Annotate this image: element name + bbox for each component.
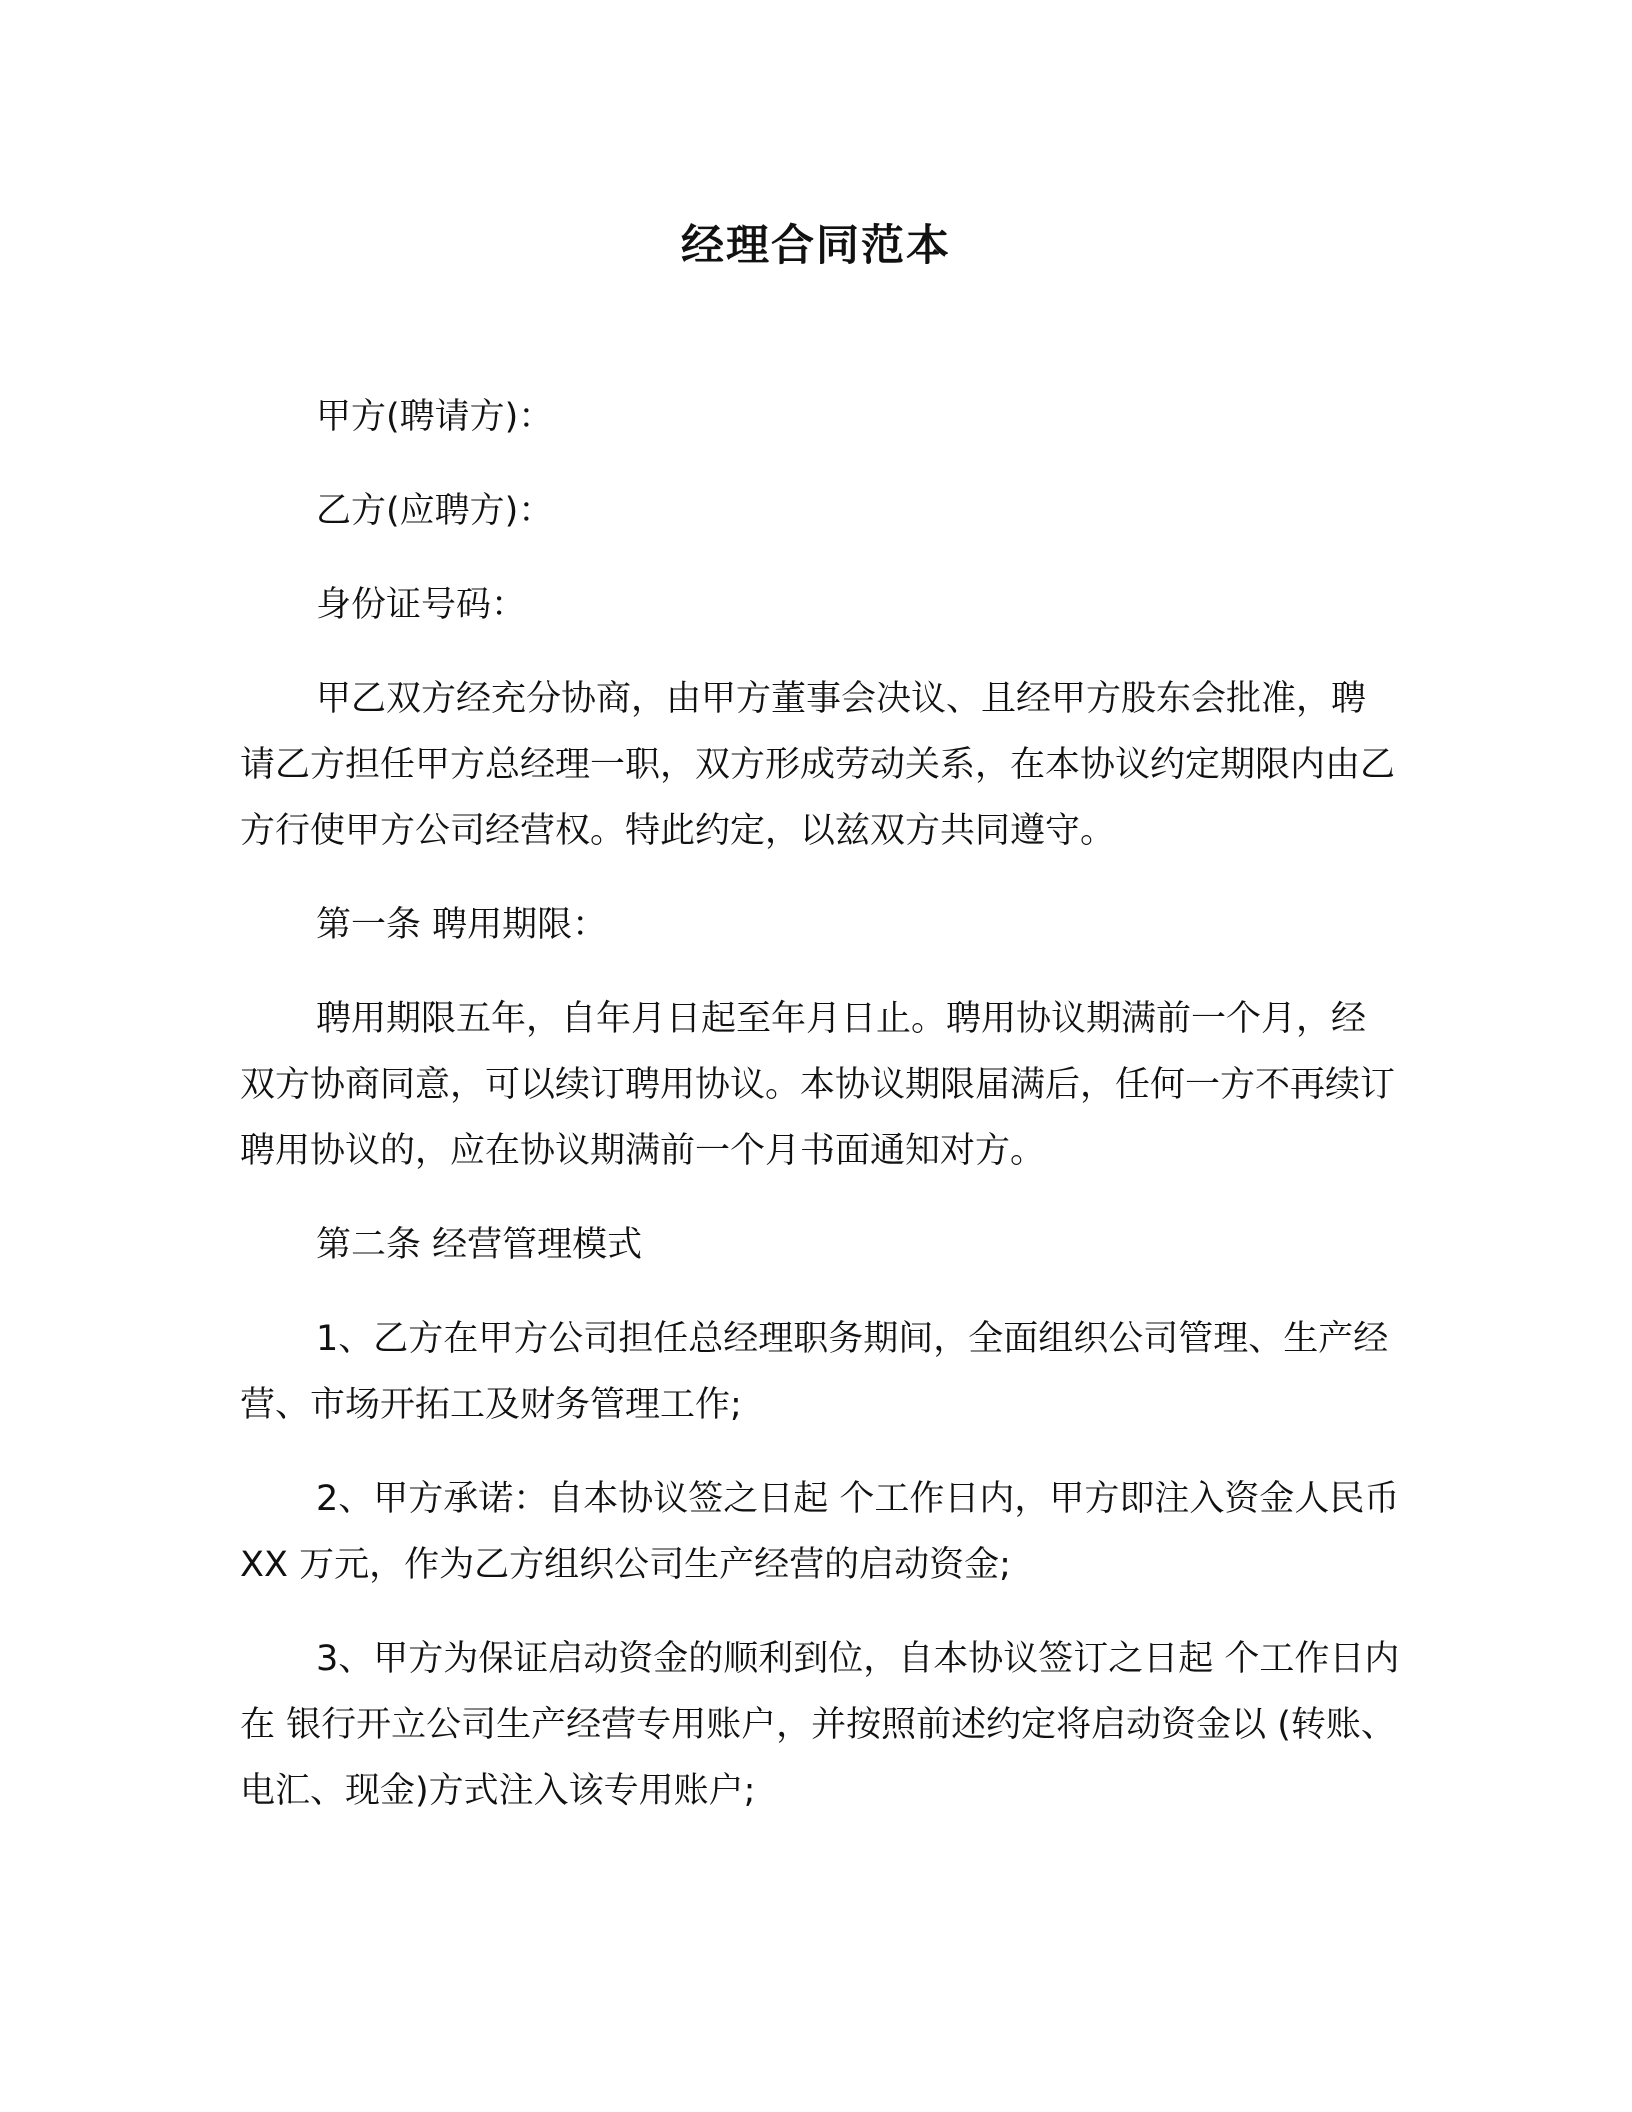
party-b-line: 乙方(应聘方)： xyxy=(316,491,554,531)
article-2-item-3: 3、甲方为保证启动资金的顺利到位，自本协议签订之日起 个工作日内在 银行开立公司生产经营专用账户，并按照前述约定将启动资金以 (转账、电汇、现金)方式注入该专用账户; xyxy=(240,1639,1400,1811)
document-title: 经理合同范本 xyxy=(681,221,951,271)
article-1-paragraph: 聘用期限五年，自年月日起至年月日止。聘用协议期满前一个月，经双方协商同意，可以续订聘用协议。本协议期限届满后，任何一方不再续订聘用协议的，应在协议期满前一个月书面通知对方。 xyxy=(240,999,1396,1171)
document-body xyxy=(240,384,1400,1852)
preamble-paragraph: 甲乙双方经充分协商，由甲方董事会决议、且经甲方股东会批准，聘请乙方担任甲方总经理一职，双方形成劳动关系，在本协议约定期限内由乙方行使甲方公司经营权。特此约定，以兹双方共同遵守。 xyxy=(240,679,1396,851)
article-1-heading: 第一条 聘用期限： xyxy=(316,905,608,945)
article-2-heading: 第二条 经营管理模式 xyxy=(316,1225,643,1265)
article-2-item-1: 1、乙方在甲方公司担任总经理职务期间，全面组织公司管理、生产经营、市场开拓工及财务管理工作; xyxy=(240,1319,1389,1425)
party-a-line: 甲方(聘请方)： xyxy=(316,397,554,437)
id-number-line: 身份证号码： xyxy=(316,585,527,625)
article-2-item-2: 2、甲方承诺：自本协议签之日起 个工作日内，甲方即注入资金人民币 XX 万元，作为乙方组织公司生产经营的启动资金; xyxy=(240,1479,1400,1585)
